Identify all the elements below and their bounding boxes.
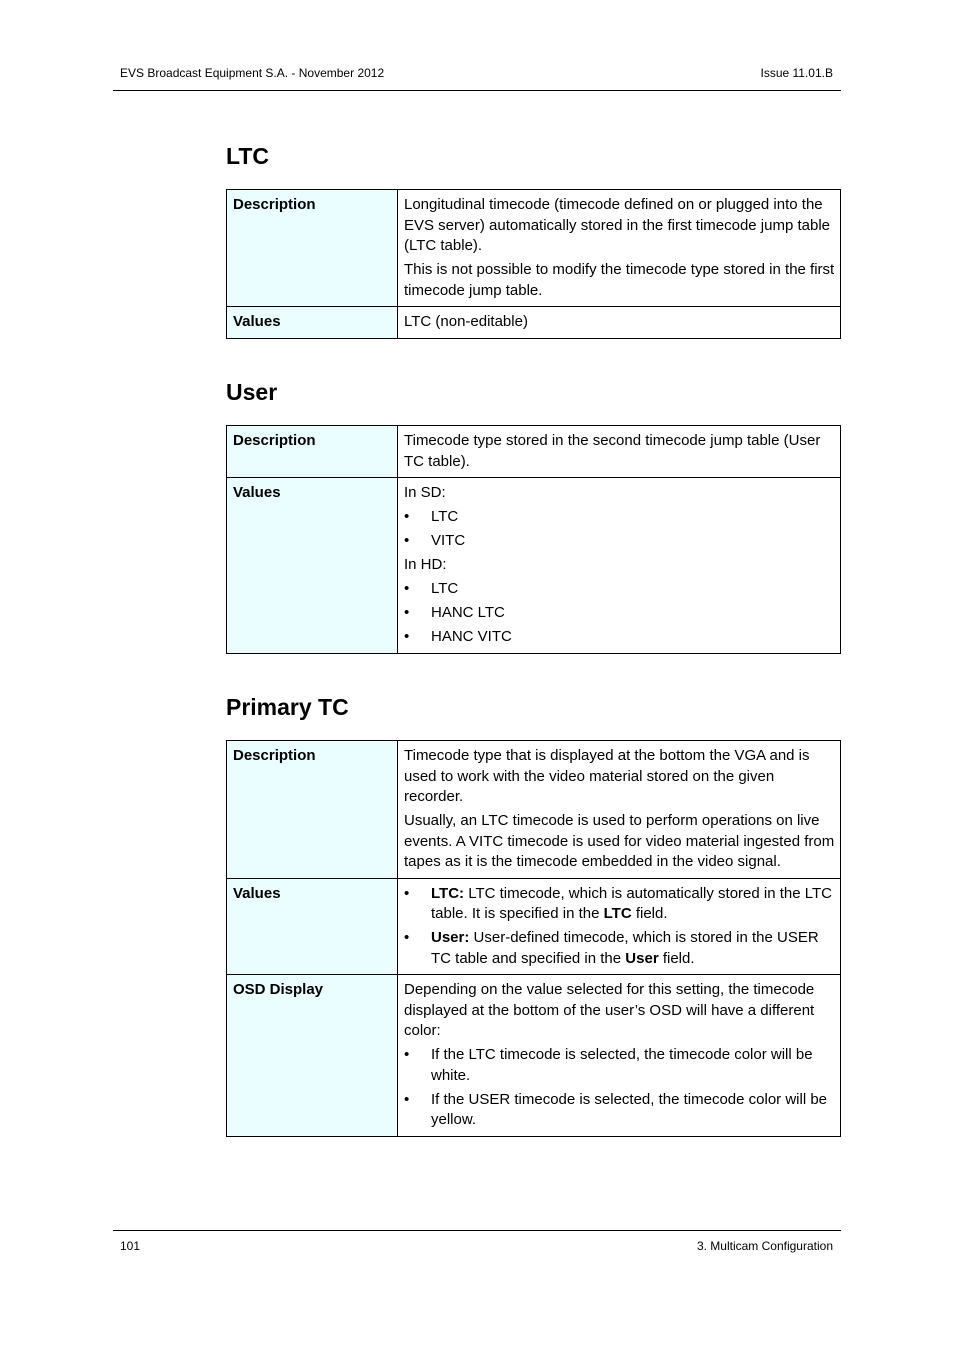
row-label: Values bbox=[227, 307, 398, 339]
field-name: User bbox=[625, 949, 659, 967]
list-item: • If the LTC timecode is selected, the timecode color will be white. bbox=[404, 1045, 835, 1086]
paragraph: Longitudinal timecode (timecode defined on or plugged into the EVS server) automatically stored in the first timecode jump table (LTC table). bbox=[404, 196, 831, 254]
row-value bbox=[398, 741, 841, 879]
row-value: LTC (non-editable) bbox=[398, 307, 841, 339]
list-item: • VITC bbox=[404, 531, 835, 552]
user-table bbox=[226, 425, 841, 654]
sd-label: In SD: bbox=[404, 484, 446, 501]
row-label: Description bbox=[227, 190, 398, 307]
paragraph: Usually, an LTC timecode is used to perform operations on live events. A VITC timecode is used for video material ingested from tapes as it is the timecode embedded in the video signal. bbox=[404, 812, 835, 870]
row-label: Values bbox=[227, 878, 398, 975]
value-term: User: bbox=[431, 929, 470, 946]
osd-list bbox=[404, 1045, 835, 1131]
row-value bbox=[398, 478, 841, 654]
page-footer bbox=[113, 1230, 841, 1261]
primary-tc-table bbox=[226, 740, 841, 1137]
chapter-title: 3. Multicam Configuration bbox=[696, 1239, 833, 1253]
hd-list bbox=[404, 579, 835, 648]
section-title-ltc: LTC bbox=[226, 143, 270, 169]
row-label: Description bbox=[227, 741, 398, 879]
row-label: Values bbox=[227, 478, 398, 654]
page-number: 101 bbox=[120, 1239, 141, 1253]
table-row bbox=[227, 190, 841, 307]
table-row bbox=[227, 741, 841, 879]
header-issue: Issue 11.01.B bbox=[760, 66, 833, 80]
paragraph: This is not possible to modify the timecode type stored in the first timecode jump table. bbox=[404, 261, 835, 299]
row-value bbox=[398, 975, 841, 1137]
hd-label: In HD: bbox=[404, 556, 447, 573]
paragraph: Depending on the value selected for this setting, the timecode displayed at the bottom of the user’s OSD will have a different color: bbox=[404, 981, 815, 1039]
ltc-table bbox=[226, 189, 841, 339]
section-title-primary-tc: Primary TC bbox=[226, 694, 349, 720]
table-row bbox=[227, 307, 841, 339]
table-row bbox=[227, 426, 841, 478]
header-publisher: EVS Broadcast Equipment S.A. - November 2012 bbox=[120, 66, 385, 80]
row-value bbox=[398, 878, 841, 975]
value-text: LTC timecode, which is automatically stored in the LTC table. It is specified in the bbox=[431, 884, 832, 922]
value-text: User-defined timecode, which is stored in the USER TC table and specified in the bbox=[431, 929, 819, 967]
table-row bbox=[227, 478, 841, 654]
list-item: • LTC bbox=[404, 507, 835, 528]
list-item bbox=[404, 928, 835, 969]
field-name: LTC bbox=[603, 905, 632, 922]
list-item: • HANC VITC bbox=[404, 627, 835, 648]
values-list bbox=[404, 884, 835, 970]
row-value: Timecode type stored in the second timecode jump table (User TC table). bbox=[398, 426, 841, 478]
value-term: LTC: bbox=[431, 884, 465, 902]
page-header bbox=[113, 62, 841, 91]
list-item bbox=[404, 884, 835, 925]
value-text: field. bbox=[658, 949, 695, 967]
row-label: Description bbox=[227, 426, 398, 478]
section-title-user: User bbox=[226, 379, 278, 405]
value-text: field. bbox=[631, 905, 668, 922]
table-row bbox=[227, 975, 841, 1137]
list-item: • LTC bbox=[404, 579, 835, 600]
sd-list bbox=[404, 507, 835, 552]
list-item: • HANC LTC bbox=[404, 603, 835, 624]
table-row bbox=[227, 878, 841, 975]
row-value bbox=[398, 190, 841, 307]
list-item: • If the USER timecode is selected, the timecode color will be yellow. bbox=[404, 1090, 835, 1131]
paragraph: Timecode type that is displayed at the bottom the VGA and is used to work with the video material stored on the given recorder. bbox=[404, 747, 810, 805]
row-label: OSD Display bbox=[227, 975, 398, 1137]
